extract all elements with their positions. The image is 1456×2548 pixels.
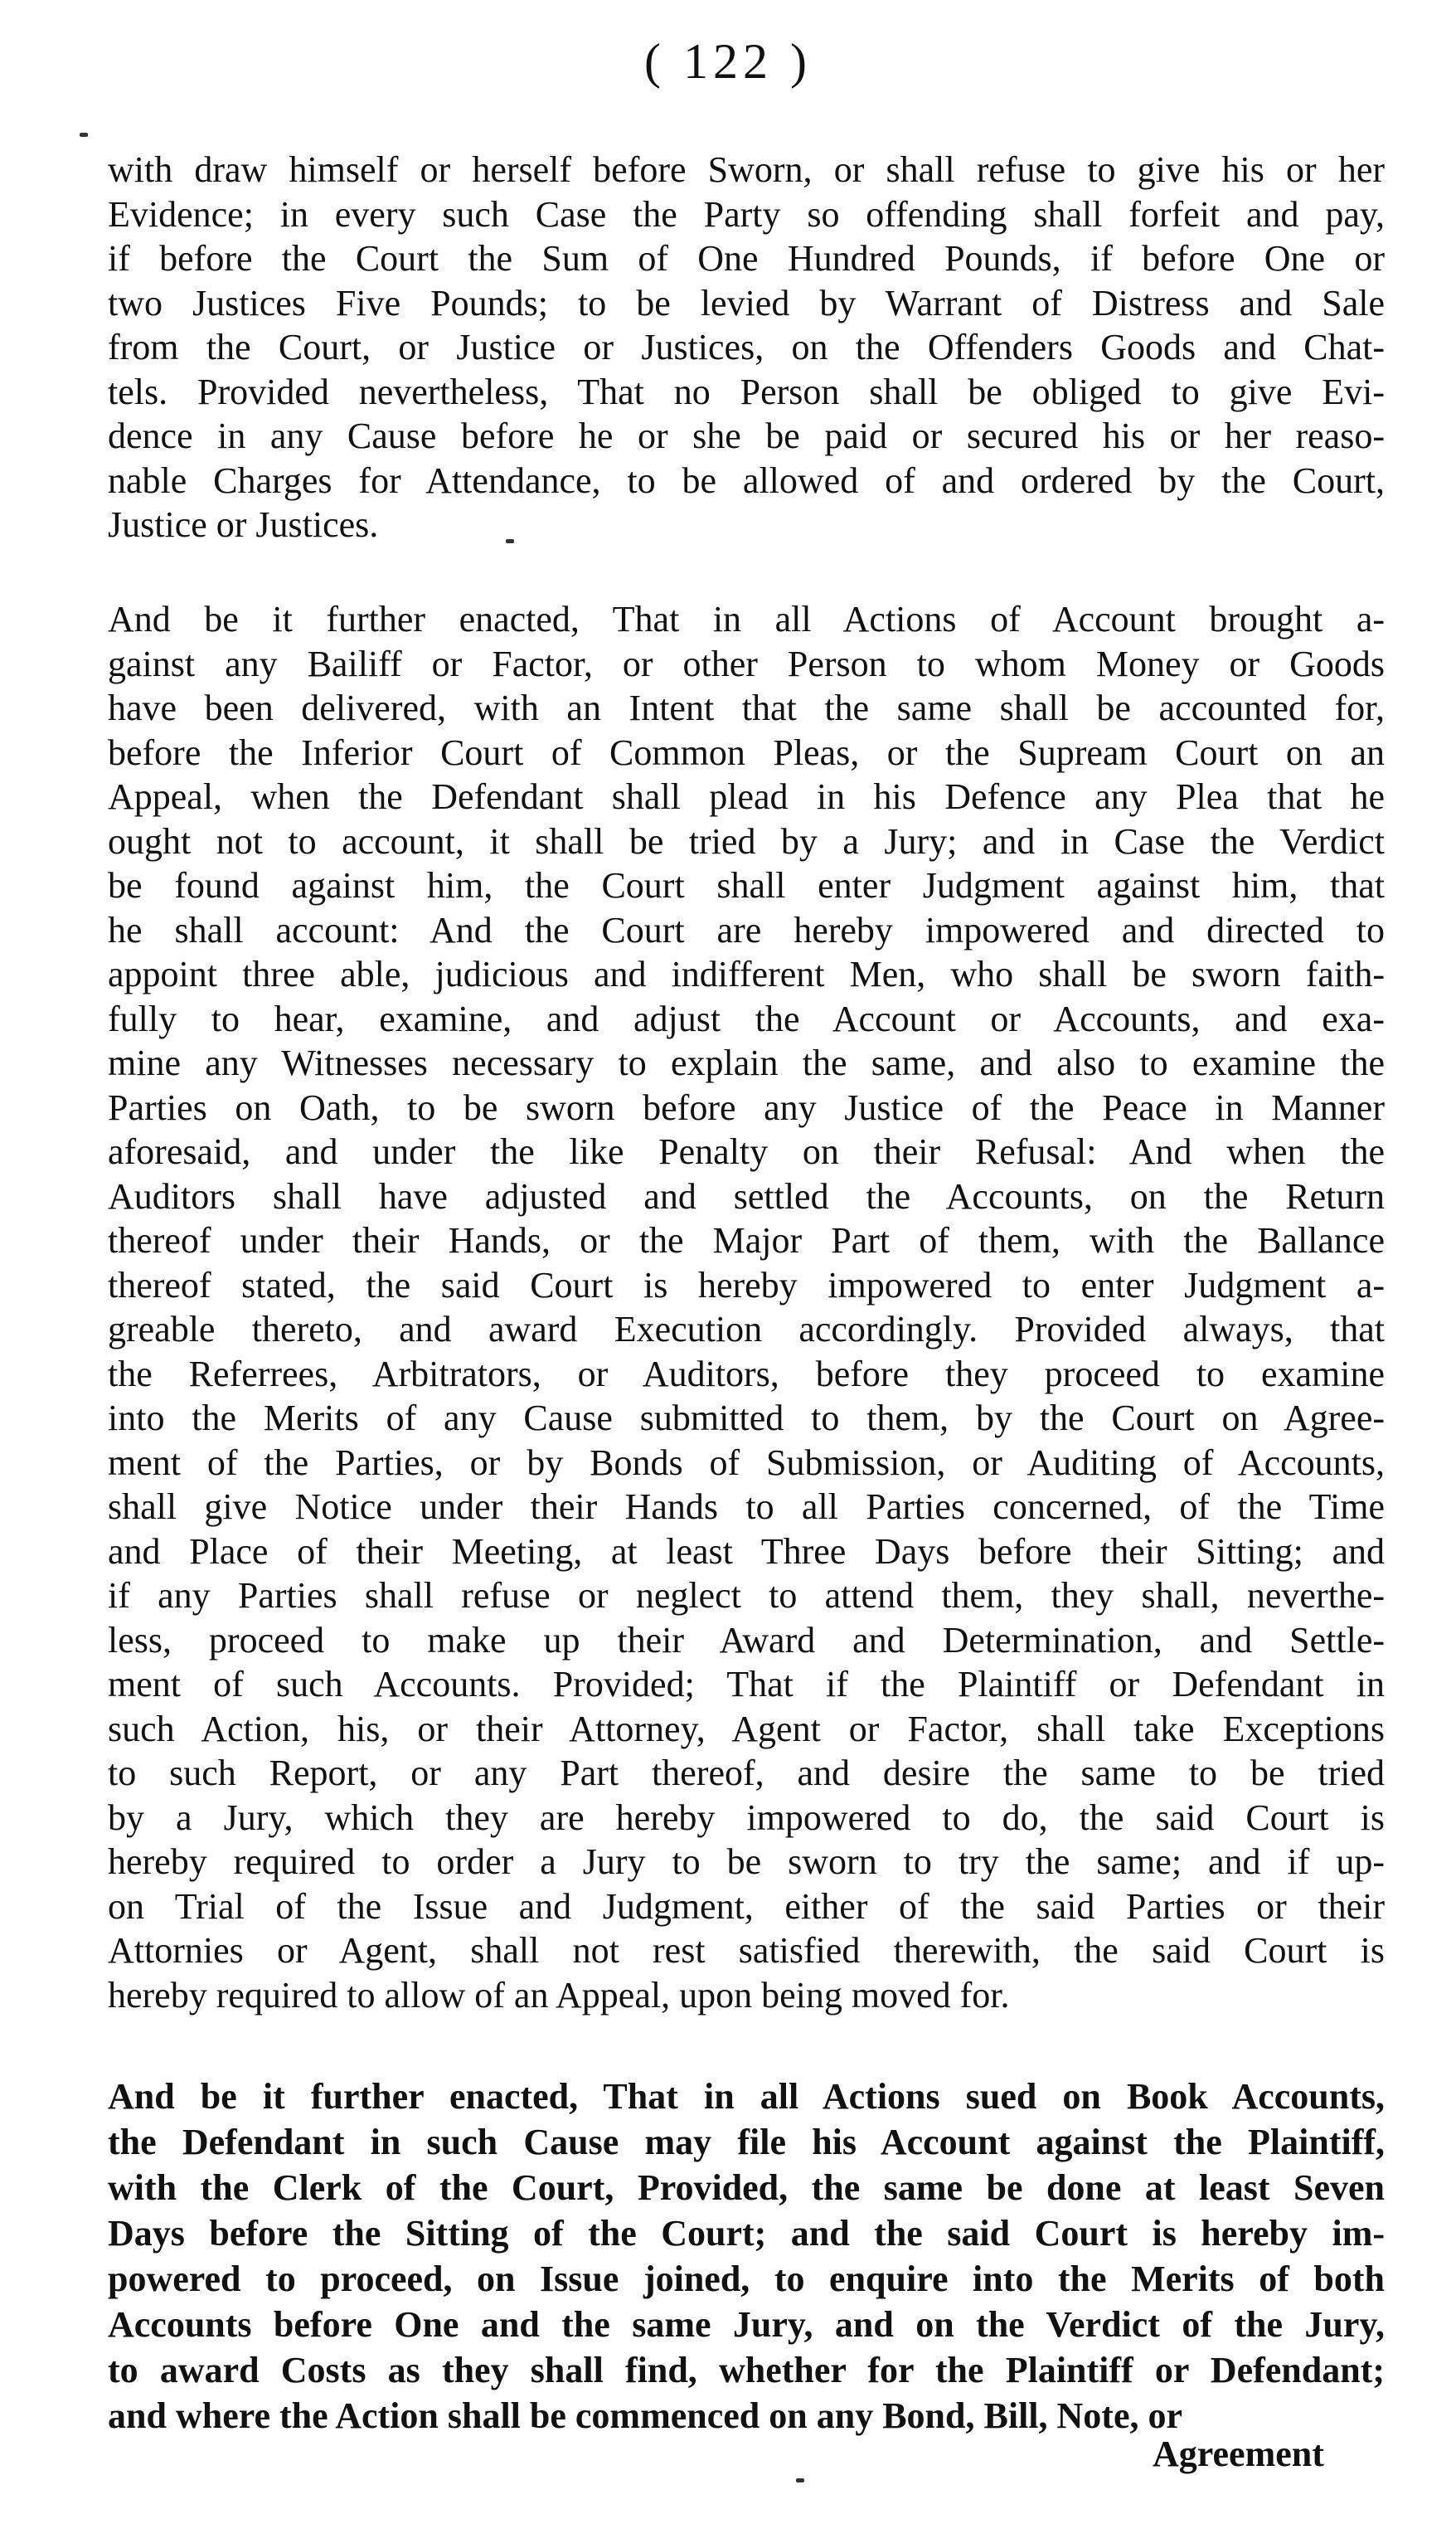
text-line: tels. Provided nevertheless, That no Person shall be obliged to give Evi- <box>108 371 1385 412</box>
text-line: by a Jury, which they are hereby impowered to do, the said Court is <box>108 1797 1385 1838</box>
text-line: if before the Court the Sum of One Hundred Pounds, if before One or <box>108 238 1385 279</box>
text-line: aforesaid, and under the like Penalty on their Refusal: And when the <box>108 1131 1385 1172</box>
text-line: ment of such Accounts. Provided; That if the Plaintiff or Defendant in <box>108 1664 1385 1704</box>
text-line: to award Costs as they shall find, whether for the Plaintiff or Defendant; <box>108 2350 1385 2390</box>
text-line: have been delivered, with an Intent that the same shall be accounted for, <box>108 688 1385 728</box>
text-line: Parties on Oath, to be sworn before any Justice of the Peace in Manner <box>108 1087 1385 1128</box>
text-line: ought not to account, it shall be tried by a Jury; and in Case the Verdict <box>108 820 1385 862</box>
text-line: thereof under their Hands, or the Major Part of them, with the Ballance <box>108 1220 1385 1261</box>
text-line: before the Inferior Court of Common Pleas, or the Supream Court on an <box>108 732 1385 773</box>
text-line: the Defendant in such Cause may file his Account against the Plaintiff, <box>108 2122 1385 2162</box>
paragraph-actions-of-account <box>108 597 1385 2017</box>
text-line: if any Parties shall refuse or neglect to attend them, they shall, neverthe- <box>108 1575 1385 1616</box>
text-line: ment of the Parties, or by Bonds of Submission, or Auditing of Accounts, <box>108 1442 1385 1483</box>
text-line: Evidence; in every such Case the Party so offending shall forfeit and pay, <box>108 193 1385 235</box>
text-line: gainst any Bailiff or Factor, or other Person to whom Money or Goods <box>108 643 1385 684</box>
text-line: hereby required to allow of an Appeal, upon being moved for. <box>108 1974 1010 2016</box>
text-line: And be it further enacted, That in all Actions sued on Book Accounts, <box>108 2076 1385 2117</box>
paragraph-book-accounts <box>108 2074 1385 2439</box>
text-line: Days before the Sitting of the Court; and the said Court is hereby im- <box>108 2213 1385 2254</box>
text-line: shall give Notice under their Hands to all Parties concerned, of the Time <box>108 1486 1385 1527</box>
text-line: fully to hear, examine, and adjust the Account or Accounts, and exa- <box>108 998 1385 1039</box>
text-line: hereby required to order a Jury to be sworn to try the same; and if up- <box>108 1841 1385 1882</box>
catchword: Agreement <box>1153 2434 1324 2474</box>
text-line: appoint three able, judicious and indifferent Men, who shall be sworn faith- <box>108 954 1385 994</box>
paragraph-witness-evidence <box>108 148 1385 547</box>
text-line: to such Report, or any Part thereof, and desire the same to be tried <box>108 1753 1385 1793</box>
print-speck <box>80 133 88 137</box>
text-line: from the Court, or Justice or Justices, on the Offenders Goods and Chat- <box>108 327 1385 367</box>
text-line: with draw himself or herself before Sworn, or shall refuse to give his or her <box>108 149 1385 190</box>
text-line: and Place of their Meeting, at least Three Days before their Sitting; and <box>108 1530 1385 1572</box>
text-line: Appeal, when the Defendant shall plead in his Defence any Plea that he <box>108 776 1385 817</box>
text-line: Justice or Justices. <box>108 504 379 545</box>
text-line: dence in any Cause before he or she be paid or secured his or her reaso- <box>108 416 1385 456</box>
print-speck <box>796 2478 804 2482</box>
text-line: into the Merits of any Cause submitted to them, by the Court on Agree- <box>108 1398 1385 1438</box>
text-line: Attornies or Agent, shall not rest satisfied therewith, the said Court is <box>108 1930 1385 1971</box>
text-line: And be it further enacted, That in all Actions of Account brought a- <box>108 599 1385 639</box>
text-line: Auditors shall have adjusted and settled the Accounts, on the Return <box>108 1175 1385 1217</box>
text-line: two Justices Five Pounds; to be levied by Warrant of Distress and Sale <box>108 282 1385 323</box>
text-line: thereof stated, the said Court is hereby impowered to enter Judgment a- <box>108 1264 1385 1306</box>
page-number: ( 122 ) <box>644 34 812 89</box>
text-line: with the Clerk of the Court, Provided, the same be done at least Seven <box>108 2167 1385 2208</box>
text-line: less, proceed to make up their Award and Determination, and Settle- <box>108 1619 1385 1661</box>
text-line: on Trial of the Issue and Judgment, either of the said Parties or their <box>108 1885 1385 1927</box>
text-line: such Action, his, or their Attorney, Agent or Factor, shall take Exceptions <box>108 1708 1385 1749</box>
text-line: mine any Witnesses necessary to explain the same, and also to examine the <box>108 1043 1385 1083</box>
text-line: powered to proceed, on Issue joined, to enquire into the Merits of both <box>108 2259 1385 2299</box>
text-line: Accounts before One and the same Jury, and on the Verdict of the Jury, <box>108 2304 1385 2345</box>
text-line: nable Charges for Attendance, to be allowed of and ordered by the Court, <box>108 460 1385 501</box>
text-line: be found against him, the Court shall enter Judgment against him, that <box>108 865 1385 906</box>
text-line: the Referrees, Arbitrators, or Auditors, before they proceed to examine <box>108 1353 1385 1394</box>
text-line: he shall account: And the Court are hereby impowered and directed to <box>108 909 1385 951</box>
text-line: greable thereto, and award Execution accordingly. Provided always, that <box>108 1309 1385 1349</box>
text-line: and where the Action shall be commenced on any Bond, Bill, Note, or <box>108 2395 1183 2436</box>
print-speck <box>506 539 514 543</box>
